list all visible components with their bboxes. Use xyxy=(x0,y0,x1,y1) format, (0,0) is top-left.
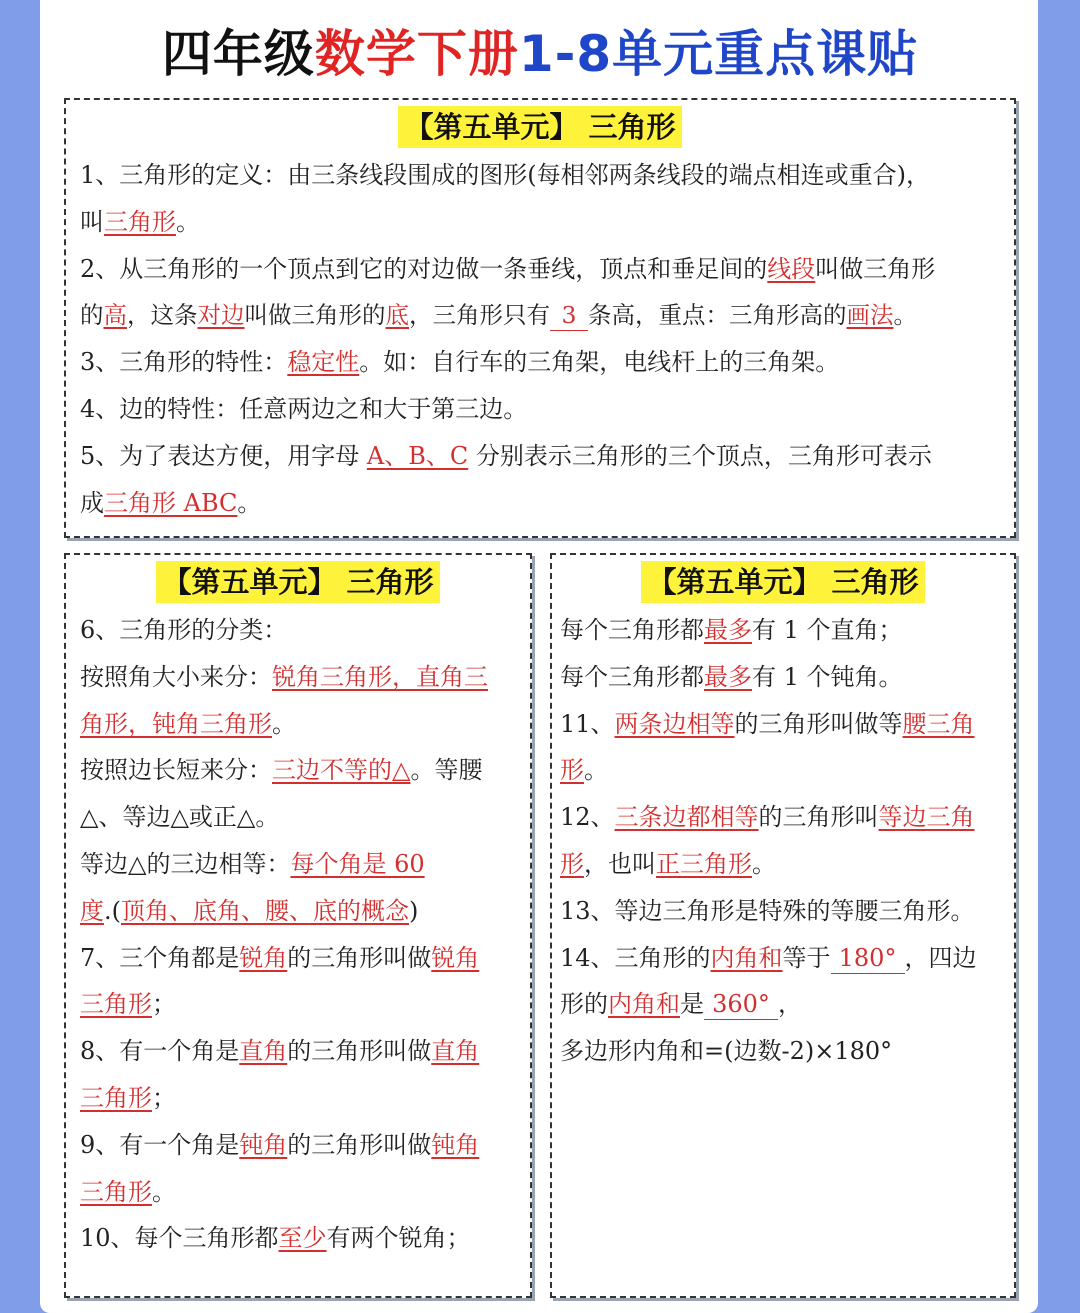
answer-text: 内角和 xyxy=(608,990,680,1019)
text-line: 每个三角形都最多有 1 个钝角。 xyxy=(560,662,903,691)
section-content xyxy=(552,607,1014,1075)
answer-text: 形 xyxy=(560,756,584,785)
answer-text: 至少 xyxy=(278,1224,327,1253)
text-line: 8、有一个角是直角的三角形叫做直角 xyxy=(80,1037,480,1066)
text-line: 度.(顶角、底角、腰、底的概念) xyxy=(80,896,419,925)
section-content xyxy=(66,607,530,1262)
answer-text: 锐角三角形，直角三 xyxy=(272,662,488,691)
text-line: 2、从三角形的一个顶点到它的对边做一条垂线，顶点和垂足间的线段叫做三角形 xyxy=(80,254,936,283)
answer-text: 稳定性 xyxy=(287,348,360,377)
text-line: 形。 xyxy=(560,756,608,785)
answer-blank: 180° xyxy=(831,943,905,974)
text-line: 按照边长短来分：三边不等的△。等腰 xyxy=(80,756,483,785)
text-line: 7、三个角都是锐角的三角形叫做锐角 xyxy=(80,943,480,972)
page-title xyxy=(0,22,1080,86)
answer-text: 钝角 xyxy=(431,1130,480,1159)
section-heading: 【第五单元】 三角形 xyxy=(66,106,1014,152)
text-line: 9、有一个角是钝角的三角形叫做钝角 xyxy=(80,1130,480,1159)
section-box-2 xyxy=(64,553,532,1298)
answer-text: 高 xyxy=(103,301,127,330)
text-line: 等边△的三边相等：每个角是 60 xyxy=(80,849,425,878)
answer-text: 两条边相等 xyxy=(614,709,735,738)
text-line: 三角形； xyxy=(80,1083,176,1112)
answer-blank: 360° xyxy=(704,989,778,1020)
text-line: 5、为了表达方便，用字母 A、B、C 分别表示三角形的三个顶点，三角形可表示 xyxy=(80,441,932,470)
title-units: 1-8单元重点课贴 xyxy=(518,25,919,83)
text-line: 成三角形 ABC。 xyxy=(80,488,262,517)
text-line: 多边形内角和=(边数-2)×180° xyxy=(560,1037,893,1066)
answer-text: 三角形 xyxy=(104,207,176,236)
text-line: 三角形； xyxy=(80,990,176,1019)
answer-text: 钝角 xyxy=(239,1130,288,1159)
text-line: 三角形。 xyxy=(80,1177,176,1206)
text-line: 角形，钝角三角形。 xyxy=(80,709,296,738)
text-line: 每个三角形都最多有 1 个直角； xyxy=(560,616,903,644)
answer-text: 直角 xyxy=(431,1037,480,1066)
answer-text: 三角形 ABC xyxy=(104,488,238,517)
section-heading: 【第五单元】 三角形 xyxy=(552,561,1014,607)
text-line: 1、三角形的定义：由三条线段围成的图形(每相邻两条线段的端点相连或重合)， xyxy=(80,161,930,189)
answer-text: A、B、C xyxy=(366,441,469,470)
answer-text: 三条边都相等 xyxy=(614,803,759,832)
answer-text: 最多 xyxy=(704,662,752,691)
answer-text: 锐角 xyxy=(239,943,288,972)
text-line: 形，也叫正三角形。 xyxy=(560,849,776,878)
section-box-1 xyxy=(64,98,1016,538)
answer-text: 三角形 xyxy=(80,990,152,1019)
answer-text: 腰三角 xyxy=(902,709,975,738)
text-line: 13、等边三角形是特殊的等腰三角形。 xyxy=(560,896,975,925)
answer-text: 正三角形 xyxy=(656,849,752,878)
answer-text: 三角形 xyxy=(80,1177,152,1206)
answer-text: 内角和 xyxy=(710,943,783,972)
answer-text: 顶角、底角、腰、底的概念 xyxy=(121,896,409,925)
text-line: 叫三角形。 xyxy=(80,207,200,236)
section-content xyxy=(66,152,1014,526)
text-line: 的高，这条对边叫做三角形的底，三角形只有 3 条高，重点：三角形高的画法。 xyxy=(80,301,917,330)
answer-text: 三边不等的△ xyxy=(272,756,411,785)
text-line: 12、三条边都相等的三角形叫等边三角 xyxy=(560,803,975,832)
answer-text: 底 xyxy=(385,301,409,330)
text-line: 11、两条边相等的三角形叫做等腰三角 xyxy=(560,709,975,738)
answer-text: 线段 xyxy=(767,254,816,283)
answer-text: 每个角是 60 xyxy=(290,849,425,878)
answer-text: 锐角 xyxy=(431,943,480,972)
answer-text: 三角形 xyxy=(80,1083,152,1112)
answer-text: 形 xyxy=(560,849,584,878)
answer-text: 最多 xyxy=(704,616,752,644)
text-line: 按照角大小来分：锐角三角形，直角三 xyxy=(80,662,488,691)
text-line: 4、边的特性：任意两边之和大于第三边。 xyxy=(80,394,528,423)
text-line: △、等边△或正△。 xyxy=(80,803,280,832)
title-grade: 四年级 xyxy=(161,25,315,83)
section-box-3 xyxy=(550,553,1016,1298)
answer-blank: 3 xyxy=(550,300,588,331)
answer-text: 对边 xyxy=(197,301,245,330)
title-subject: 数学下册 xyxy=(314,25,519,83)
answer-text: 画法 xyxy=(846,301,894,330)
answer-text: 角形，钝角三角形 xyxy=(80,709,272,738)
section-heading: 【第五单元】 三角形 xyxy=(66,561,530,607)
text-line: 3、三角形的特性：稳定性。如：自行车的三角架，电线杆上的三角架。 xyxy=(80,348,840,377)
answer-text: 等边三角 xyxy=(878,803,975,832)
text-line: 14、三角形的内角和等于 180° ，四边 xyxy=(560,943,977,972)
answer-text: 度 xyxy=(80,896,104,925)
text-line: 10、每个三角形都至少有两个锐角； xyxy=(80,1224,471,1253)
text-line: 6、三角形的分类： xyxy=(80,616,288,644)
answer-text: 直角 xyxy=(239,1037,288,1066)
text-line: 形的内角和是 360° ， xyxy=(560,990,802,1019)
